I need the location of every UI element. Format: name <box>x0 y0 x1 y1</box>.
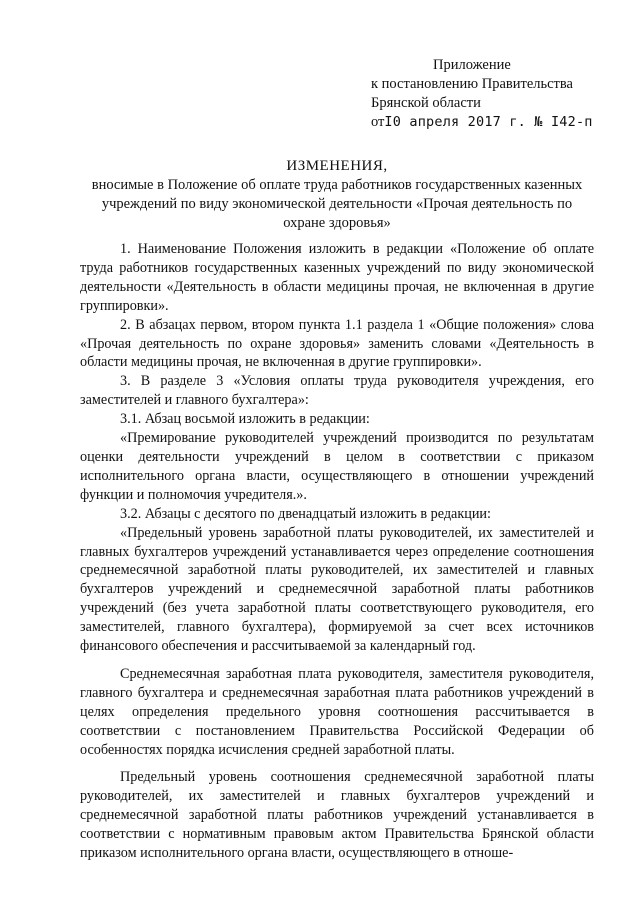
header-date-prefix: от <box>371 114 385 130</box>
header-date-line <box>371 113 631 132</box>
paragraph-3: 3. В разделе 3 «Условия оплаты труда руководителя учреждения, его заместителей и главного бухгалтера»: <box>80 373 594 409</box>
header-region-line: Брянской области <box>371 95 481 111</box>
paragraph-3-1: 3.1. Абзац восьмой изложить в редакции: <box>120 411 370 428</box>
paragraph-quote-2: «Предельный уровень заработной платы руководителей, их заместителей и главных бухгалтеров учреждений устанавливается через определение соотношения среднемесячной заработной платы руководителей, их заместителей и главных бухгалтеров учреждений и среднемесячной заработной платы работников учреждений (без учета заработной платы соответствующего руководителя, его заместителей, главного бухгалтера), формируемой за счет всех источников финансового обеспечения и рассчитываемой за календарный год. <box>80 524 594 655</box>
paragraph-2: 2. В абзацах первом, втором пункта 1.1 раздела 1 «Общие положения» слова «Прочая деятельность по охране здоровья» заменить словами «Деятельность в области медицины прочая, не включенная в другие группировки». <box>80 316 594 371</box>
paragraph-1: 1. Наименование Положения изложить в редакции «Положение об оплате труда работников государственных казенных учреждений по виду экономической деятельности «Деятельность в области медицины прочая, не включенная в другие группировки». <box>80 241 594 314</box>
document-body <box>80 240 594 863</box>
document-title: ИЗМЕНЕНИЯ, <box>286 158 388 174</box>
header-date-stamp: I0 апреля 2017 г. № I42-п <box>384 114 593 130</box>
paragraph-quote-1: «Премирование руководителей учреждений производится по результатам оценки деятельности учреждений в целом в соответствии с приказом исполнительного органа власти, осуществляющего в отношении учреждений функции и полномочия учредителя.». <box>80 430 594 503</box>
header-resolution-line: к постановлению Правительства <box>371 76 573 92</box>
document-subtitle: вносимые в Положение об оплате труда работников государственных казенных учреждений по виду экономической деятельности «Прочая деятельность по охране здоровья» <box>91 177 583 231</box>
document-title-block <box>80 157 594 233</box>
paragraph-3-2: 3.2. Абзацы с десятого по двенадцатый изложить в редакции: <box>120 505 491 522</box>
paragraph-average-salary: Среднемесячная заработная плата руководителя, заместителя руководителя, главного бухгалтера и среднемесячная заработная плата работников учреждений в целях определения предельного уровня соотношения рассчитывается в соответствии с постановлением Правительства Российской Федерации об особенностях порядка исчисления средней заработной платы. <box>80 665 594 758</box>
appendix-header <box>371 56 631 132</box>
paragraph-limit-level: Предельный уровень соотношения среднемесячной заработной платы руководителей, их заместителей и главных бухгалтеров учреждений и среднемесячной заработной платы работников учреждений устанавливается в соответствии с нормативным правовым актом Правительства Брянской области приказом исполнительного органа власти, осуществляющего в отноше- <box>80 769 594 862</box>
header-appendix-label: Приложение <box>433 57 511 73</box>
